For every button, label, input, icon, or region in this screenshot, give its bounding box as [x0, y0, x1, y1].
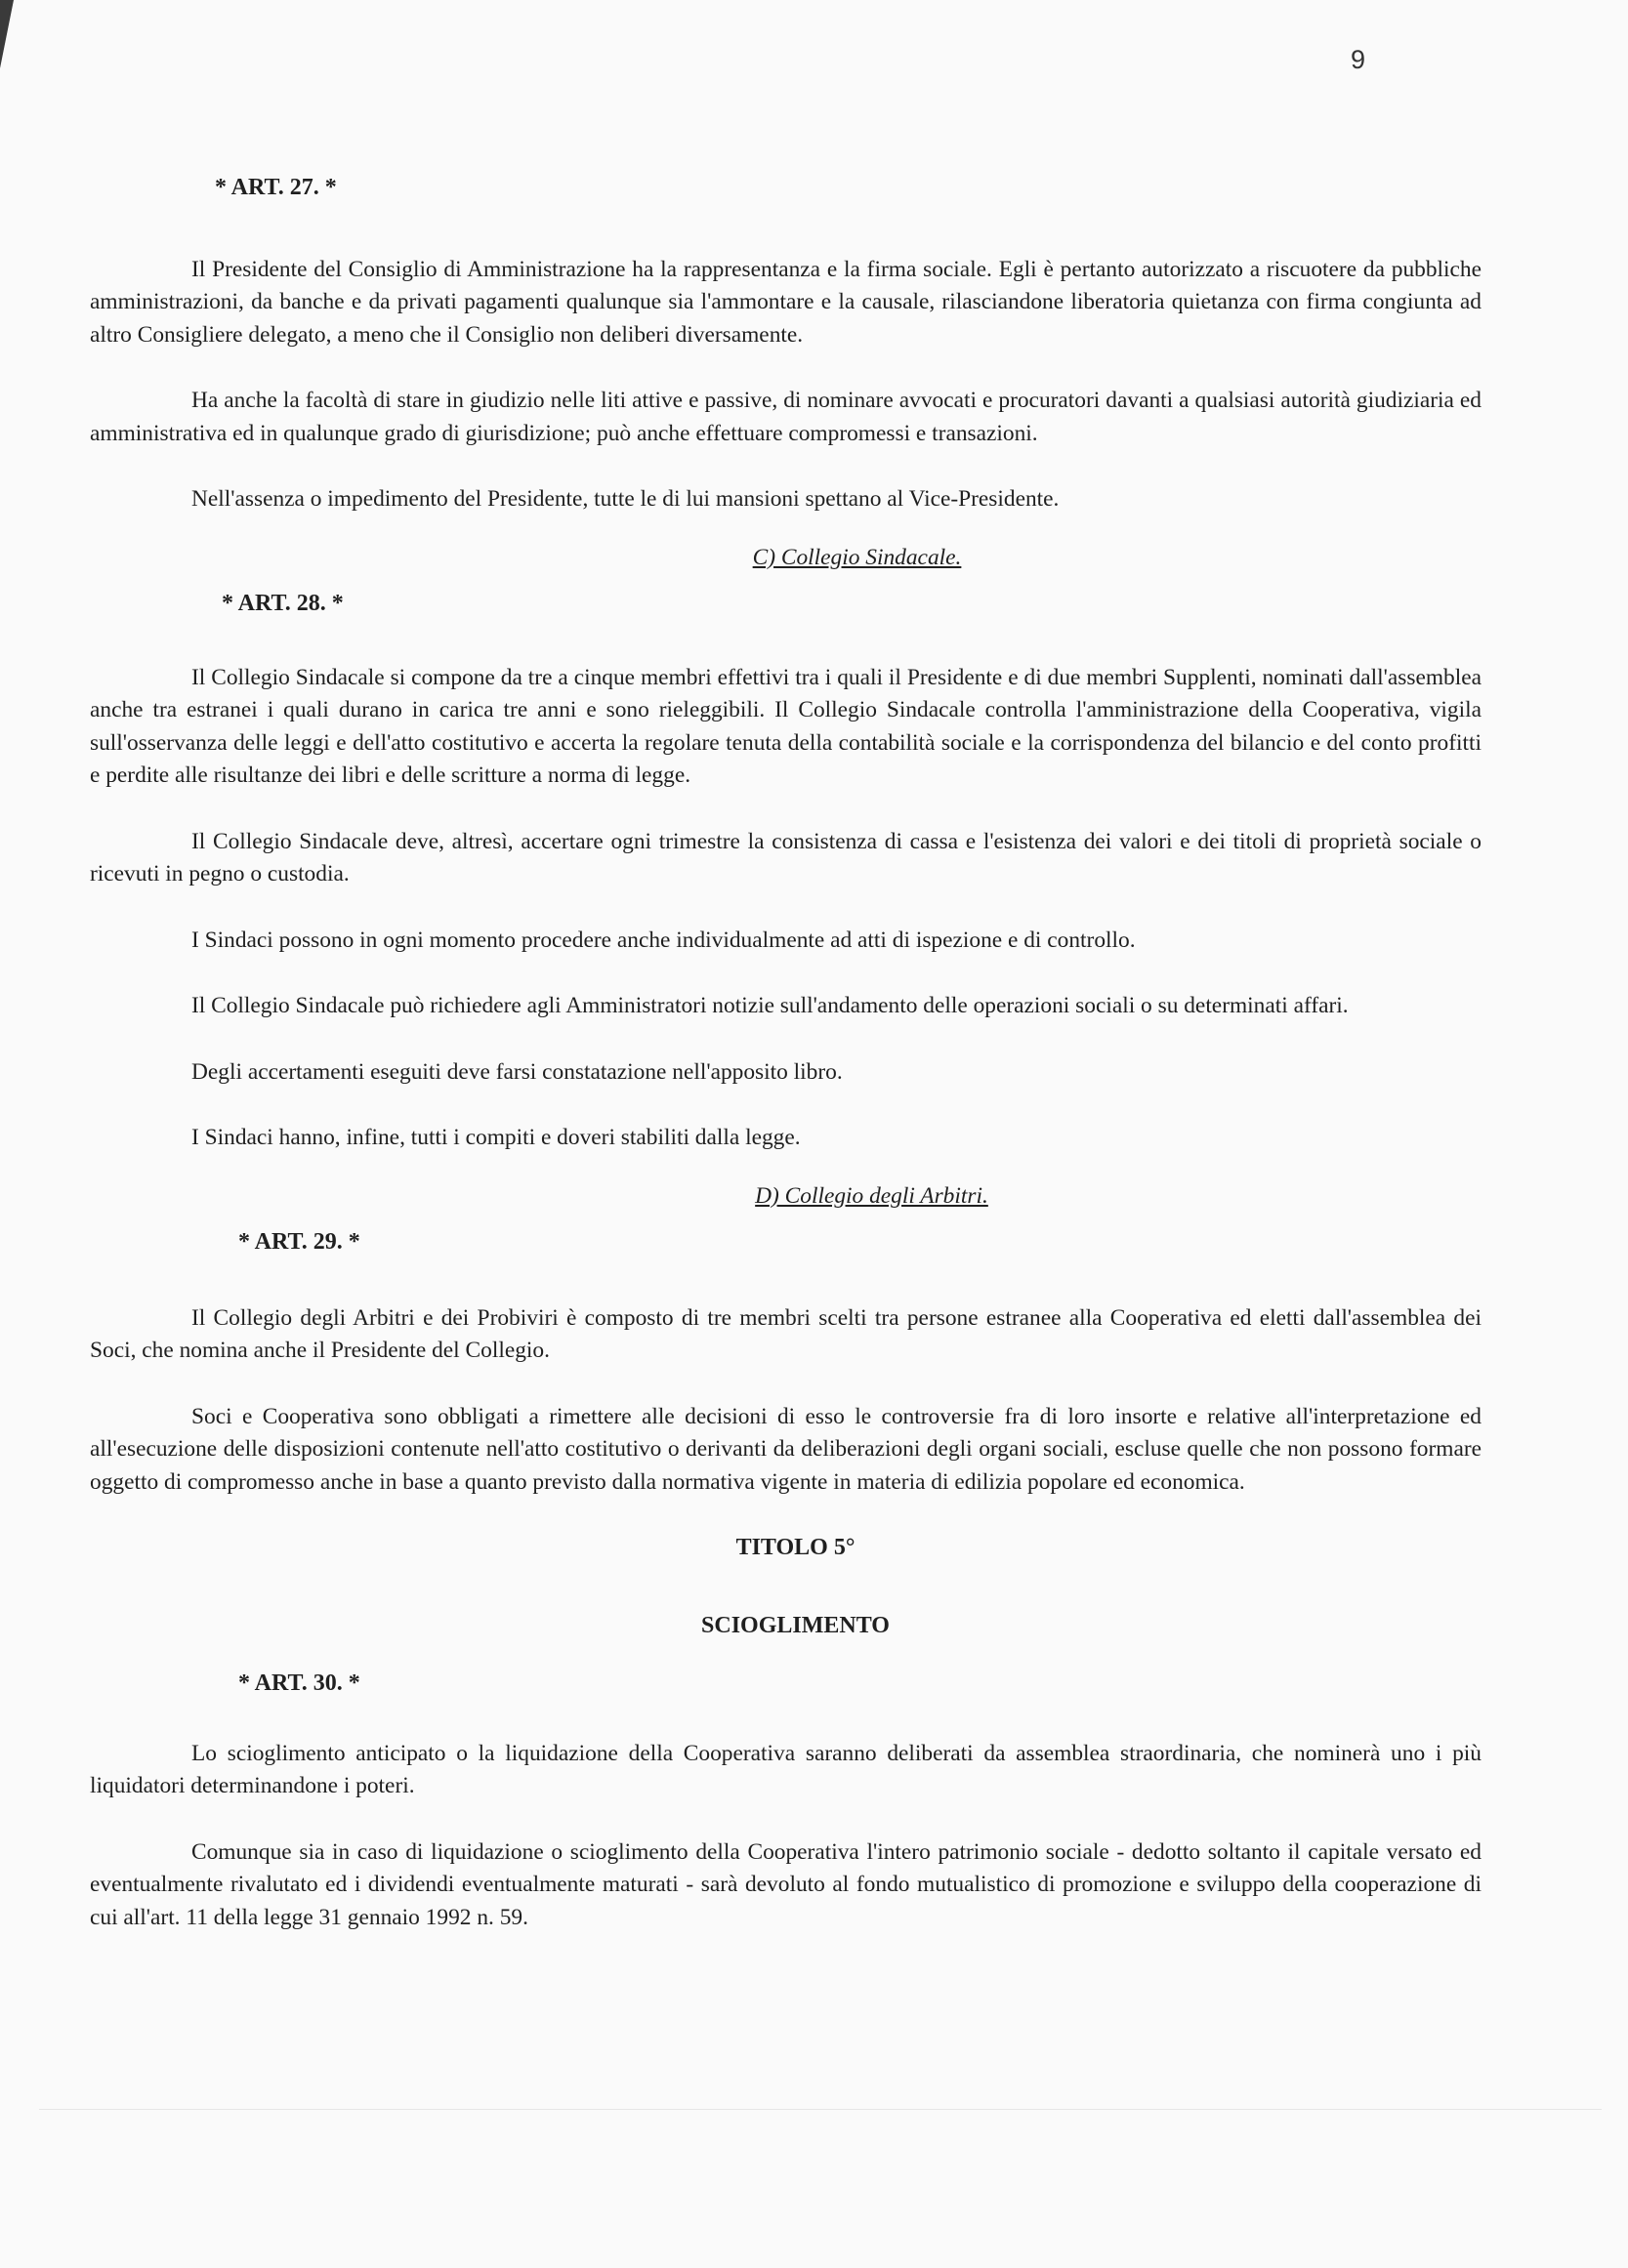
titolo-subject: SCIOGLIMENTO	[701, 1612, 890, 1638]
article-29-paragraph-2: Soci e Cooperativa sono obbligati a rimettere alle decisioni di esso le controversie fra di loro insorte e relative all'interpretazione ed all'esecuzione delle disposizioni contenute nell'atto costitutivo o derivanti da deliberazioni degli organi sociali, escluse quelle che non possono formare oggetto di compromesso anche in base a quanto previsto dalla normativa vigente in materia di edilizia popolare ed economica.	[90, 1403, 1482, 1495]
section-heading-collegio-arbitri: D) Collegio degli Arbitri.	[755, 1182, 988, 1209]
page-number: 9	[1351, 45, 1366, 74]
document-body	[90, 172, 1482, 1967]
scan-bottom-edge	[39, 2109, 1602, 2110]
article-29-heading: * ART. 29. *	[238, 1229, 360, 1255]
scan-corner-mark	[0, 0, 14, 68]
article-30-heading: * ART. 30. *	[238, 1670, 360, 1696]
article-28-paragraph-2: Il Collegio Sindacale deve, altresì, accertare ogni trimestre la consistenza di cassa e l'esistenza dei valori e dei titoli di proprietà sociale o ricevuti in pegno o custodia.	[90, 828, 1482, 887]
article-28-heading: * ART. 28. *	[222, 591, 344, 616]
titolo-heading: TITOLO 5°	[735, 1535, 856, 1560]
article-28-paragraph-1: Il Collegio Sindacale si compone da tre a cinque membri effettivi tra i quali il Presidente e di due membri Supplenti, nominati dall'assemblea anche tra estranei i quali durano in carica tre anni e sono rieleggibili. Il Collegio Sindacale controlla l'amministrazione della Cooperativa, vigila sull'osservanza delle leggi e dell'atto costitutivo e accerta la regolare tenuta della contabilità sociale e la corrispondenza del bilancio e del conto profitti e perdite alle risultanze dei libri e delle scritture a norma di legge.	[90, 664, 1482, 788]
article-27-heading: * ART. 27. *	[215, 175, 337, 200]
article-30-paragraph-1: Lo scioglimento anticipato o la liquidazione della Cooperativa saranno deliberati da assemblea straordinaria, che nominerà uno i più liquidatori determinandone i poteri.	[90, 1740, 1482, 1798]
article-28-paragraph-3: I Sindaci possono in ogni momento procedere anche individualmente ad atti di ispezione e di controllo.	[191, 927, 1136, 953]
section-heading-collegio-sindacale: C) Collegio Sindacale.	[752, 544, 962, 570]
article-27-paragraph-2: Ha anche la facoltà di stare in giudizio nelle liti attive e passive, di nominare avvocati e procuratori davanti a qualsiasi autorità giudiziaria ed amministrativa ed in qualunque grado di giurisdizione; può anche effettuare compromessi e transazioni.	[90, 388, 1482, 446]
article-28-paragraph-5: Degli accertamenti eseguiti deve farsi constatazione nell'apposito libro.	[191, 1058, 843, 1085]
article-27-paragraph-3: Nell'assenza o impedimento del Presidente, tutte le di lui mansioni spettano al Vice-Presidente.	[191, 486, 1060, 512]
article-28-paragraph-6: I Sindaci hanno, infine, tutti i compiti e doveri stabiliti dalla legge.	[191, 1125, 801, 1150]
article-28-paragraph-4: Il Collegio Sindacale può richiedere agli Amministratori notizie sull'andamento delle operazioni sociali o su determinati affari.	[191, 993, 1349, 1018]
article-27-paragraph-1: Il Presidente del Consiglio di Amministrazione ha la rappresentanza e la firma sociale. Egli è pertanto autorizzato a riscuotere da pubbliche amministrazioni, da banche e da privati pagamenti qualunque sia l'ammontare e la causale, rilasciandone liberatoria quietanza con firma congiunta ad altro Consigliere delegato, a meno che il Consiglio non deliberi diversamente.	[90, 256, 1482, 348]
article-30-paragraph-2: Comunque sia in caso di liquidazione o scioglimento della Cooperativa l'intero patrimonio sociale - dedotto soltanto il capitale versato ed eventualmente rivalutato ed i dividendi eventualmente maturati - sarà devoluto al fondo mutualistico di promozione e sviluppo della cooperazione di cui all'art. 11 della legge 31 gennaio 1992 n. 59.	[90, 1838, 1482, 1930]
article-29-paragraph-1: Il Collegio degli Arbitri e dei Probiviri è composto di tre membri scelti tra persone estranee alla Cooperativa ed eletti dall'assemblea dei Soci, che nomina anche il Presidente del Collegio.	[90, 1304, 1482, 1363]
